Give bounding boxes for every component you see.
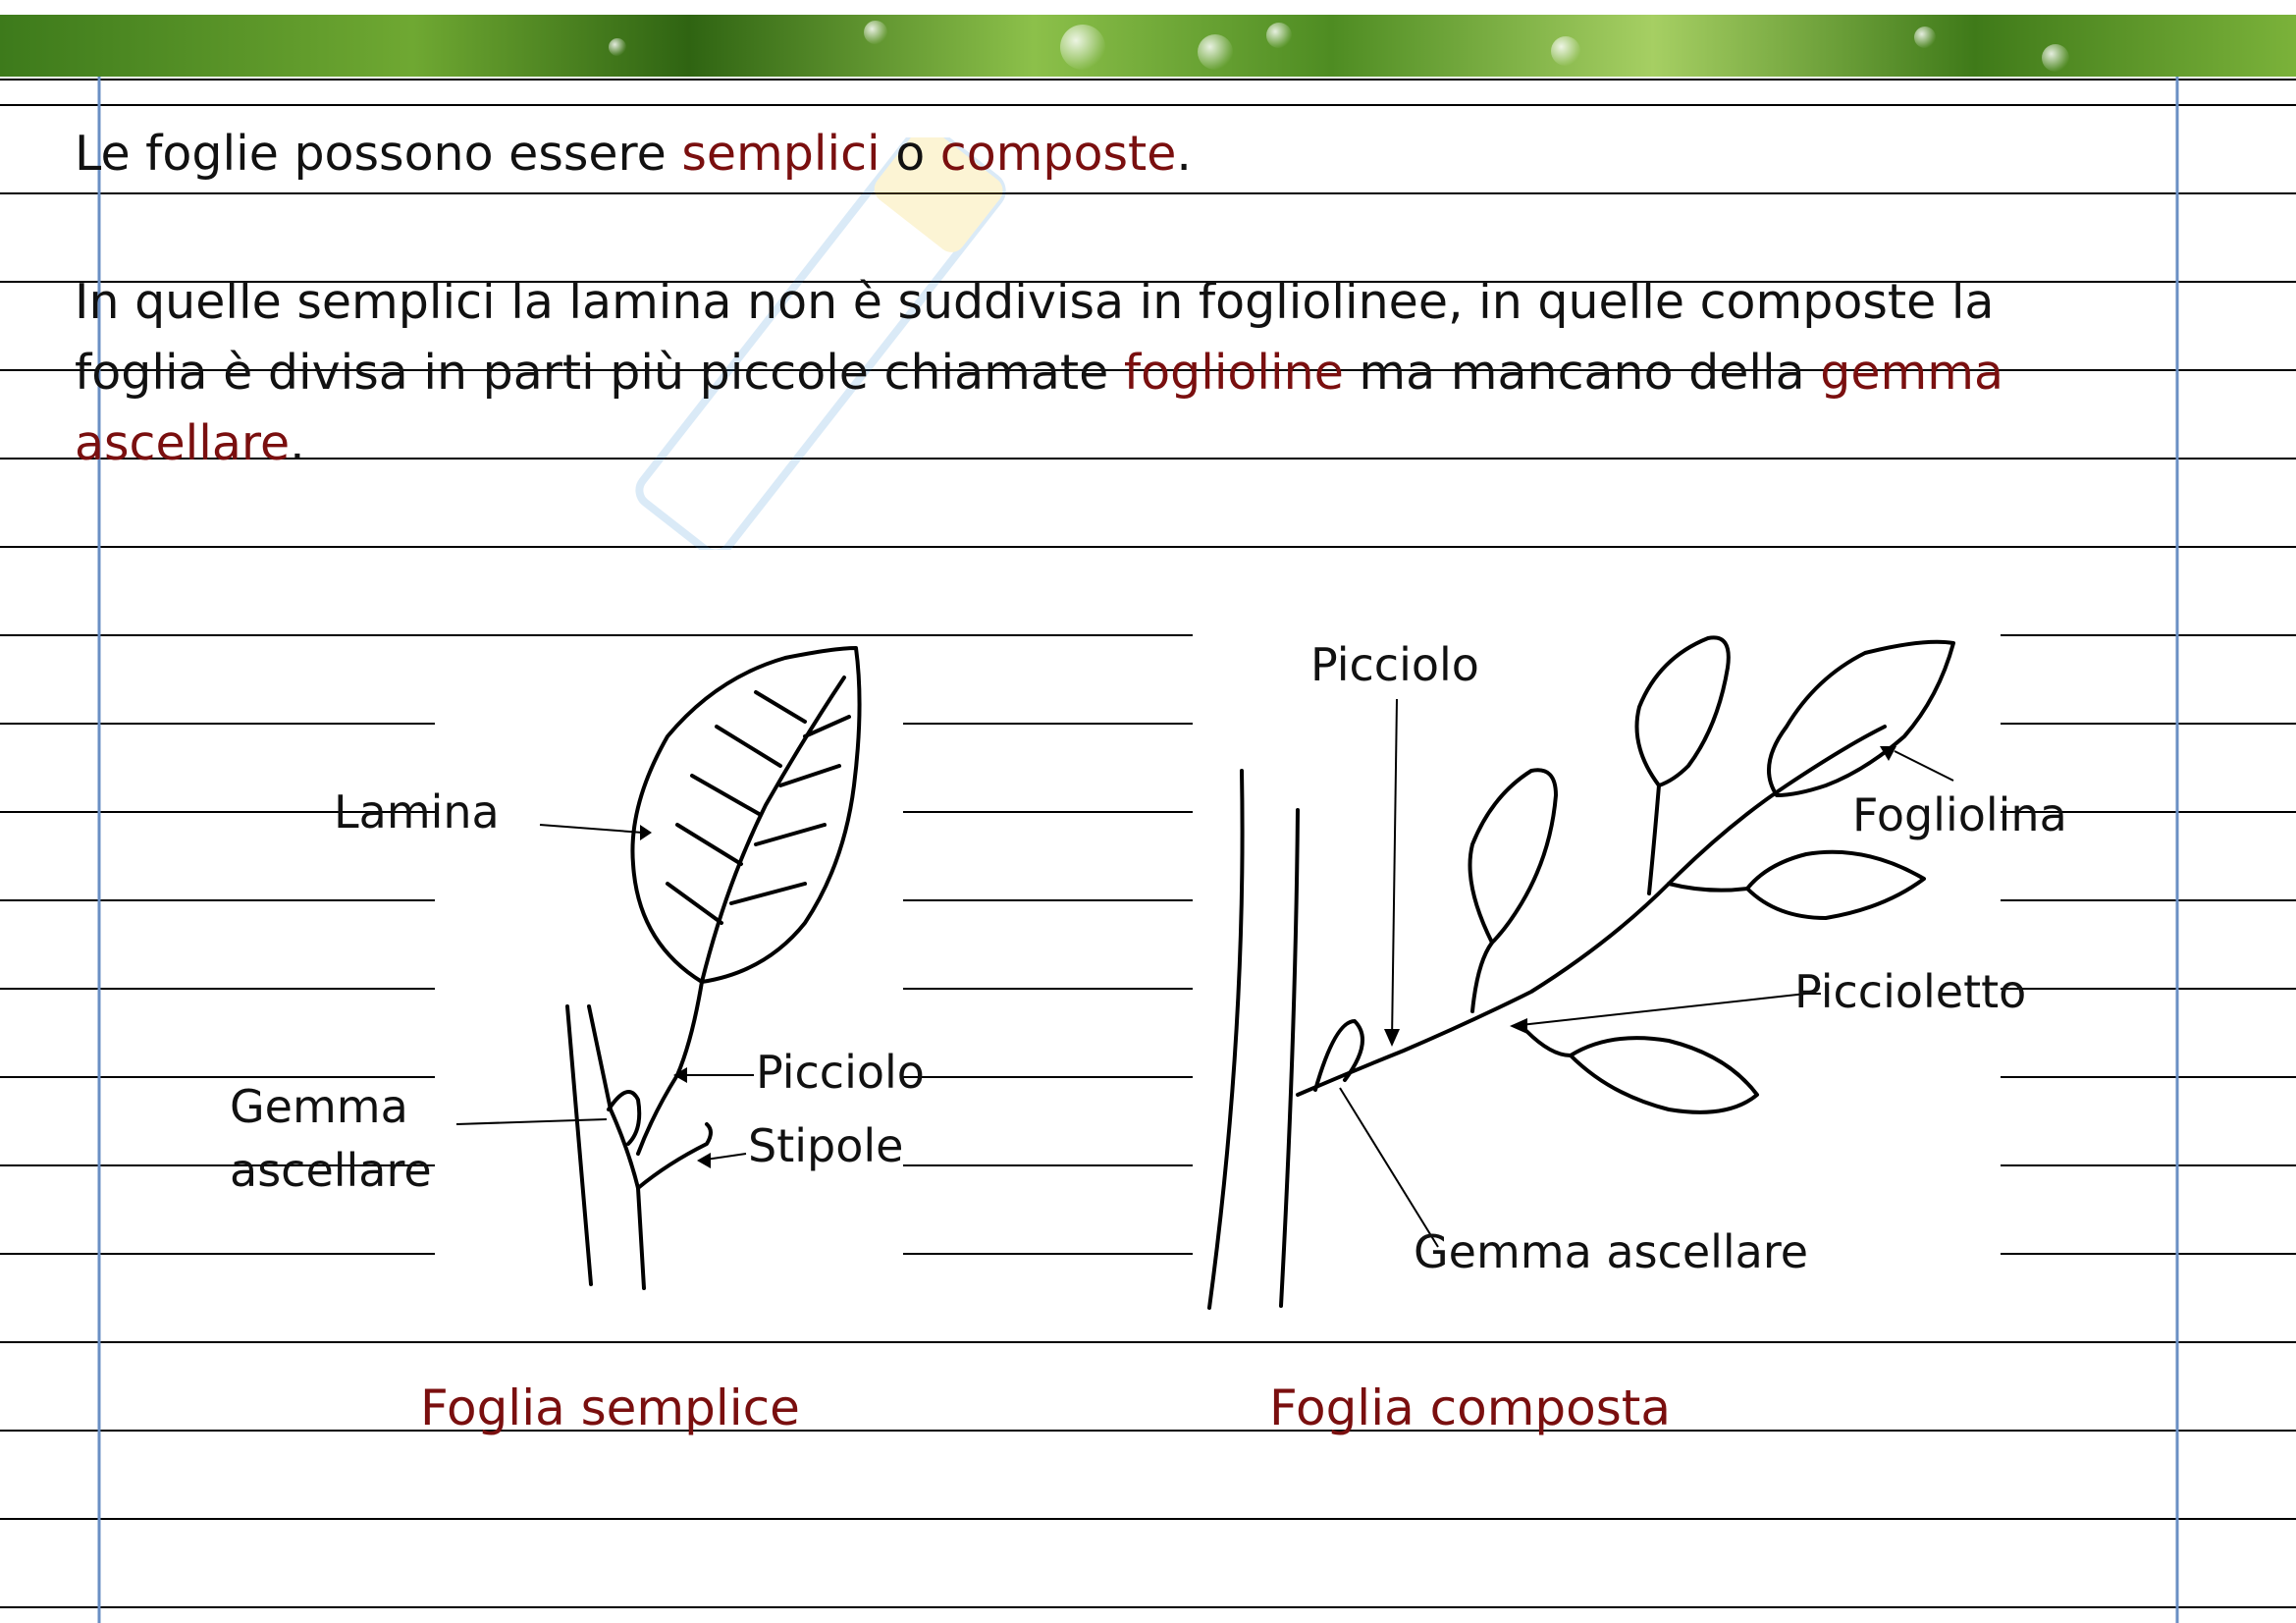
label-gemma-simple-line2: ascellare [230, 1144, 432, 1197]
label-picciolett: Piccioletto [1794, 965, 2027, 1018]
label-picciolo-simple: Picciolo [756, 1046, 925, 1099]
label-picciolo-compound: Picciolo [1310, 638, 1479, 691]
paragraph-row-2: foglia è divisa in parti più piccole chiamate foglioline ma mancano della gemma [75, 345, 2003, 401]
intro-sentence: Le foglie possono essere semplici o composte. [75, 126, 1192, 182]
term-gemma: gemma [1820, 345, 2003, 401]
label-lamina: Lamina [334, 785, 500, 839]
paragraph-row-1: In quelle semplici la lamina non è suddivisa in fogliolinee, in quelle composte la [75, 274, 1995, 330]
term-ascellare: ascellare [75, 415, 291, 471]
caption-foglia-semplice: Foglia semplice [420, 1380, 800, 1436]
paragraph-row-3: ascellare. [75, 415, 305, 471]
term-semplici: semplici [681, 126, 881, 182]
term-foglioline: foglioline [1123, 345, 1344, 401]
label-gemma-simple-line1: Gemma [230, 1080, 408, 1133]
caption-foglia-composta: Foglia composta [1269, 1380, 1672, 1436]
label-stipole: Stipole [748, 1119, 904, 1172]
label-fogliolina: Fogliolina [1852, 788, 2067, 841]
label-gemma-ascellare-compound: Gemma ascellare [1414, 1225, 1809, 1278]
term-composte: composte [939, 126, 1177, 182]
